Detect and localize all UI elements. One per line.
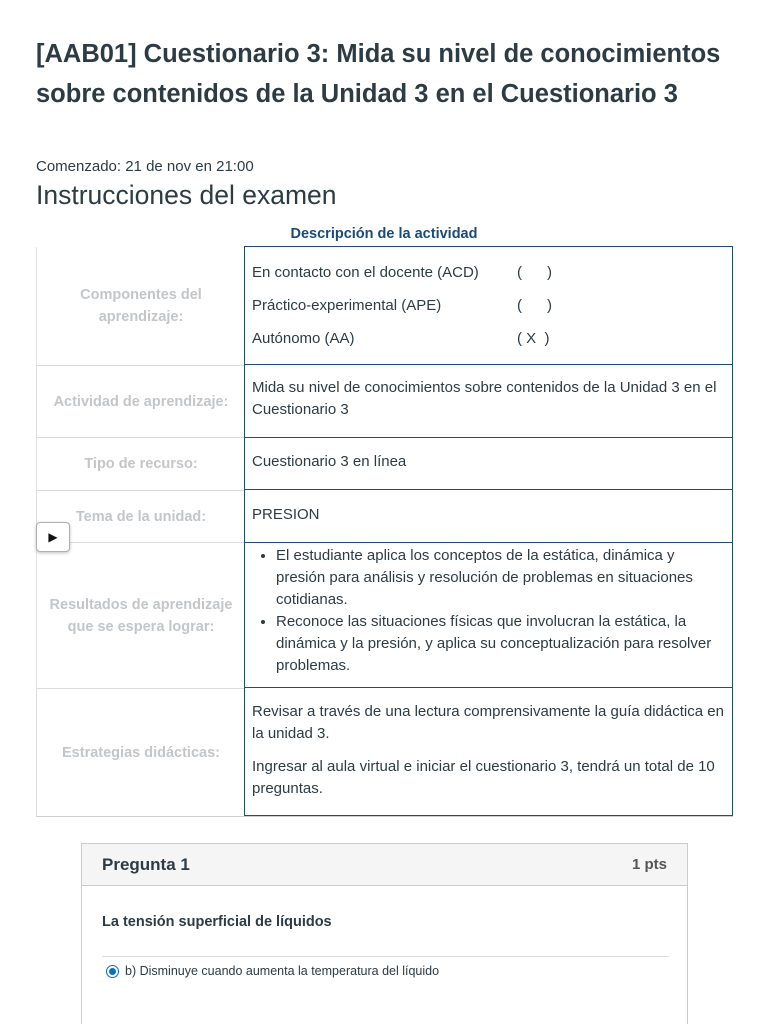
component-name: Autónomo (AA) xyxy=(252,329,355,347)
resource-cell: Cuestionario 3 en línea xyxy=(245,438,732,490)
list-item: • El estudiante aplica los conceptos de la estática, dinámica y presión para análisis y resolución de problemas en situaciones cotidianas. xyxy=(276,545,725,611)
component-row xyxy=(252,256,725,289)
instructions-heading: Instrucciones del examen xyxy=(36,180,337,210)
component-name: Práctico-experimental (APE) xyxy=(252,296,442,314)
label-results: Resultados de aprendizaje que se espera lograr: xyxy=(36,543,245,688)
activity-cell: Mida su nivel de conocimientos sobre contenidos de la Unidad 3 en el Cuestionario 3 xyxy=(245,365,732,438)
question-text: La tensión superficial de líquidos xyxy=(102,914,332,930)
question-card xyxy=(81,843,688,1024)
component-row xyxy=(252,322,725,355)
quiz-title: [AAB01] Cuestionario 3: Mida su nivel de conocimientos sobre contenidos de la Unidad 3 en el Cuestionario 3 xyxy=(36,40,721,108)
label-activity: Actividad de aprendizaje: xyxy=(36,365,245,438)
answer-option[interactable] xyxy=(106,964,439,978)
strategy-paragraph: Revisar a través de una lectura comprensivamente la guía didáctica en la unidad 3. xyxy=(252,703,724,742)
answer-label: b) Disminuye cuando aumenta la temperatura del líquido xyxy=(125,964,440,978)
component-row xyxy=(252,289,725,322)
label-topic: Tema de la unidad: xyxy=(36,490,245,543)
topic-cell: PRESION xyxy=(245,490,732,543)
question-points: 1 pts xyxy=(631,856,667,873)
label-components: Componentes del aprendizaje: xyxy=(36,247,245,365)
results-list xyxy=(252,545,725,677)
component-mark: ( X ) xyxy=(517,329,550,347)
activity-description-table xyxy=(244,246,733,816)
started-timestamp: Comenzado: 21 de nov en 21:00 xyxy=(36,158,254,175)
strategy-paragraph: Ingresar al aula virtual e iniciar el cuestionario 3, tendrá un total de 10 preguntas. xyxy=(252,758,715,797)
question-name: Pregunta 1 xyxy=(102,854,190,874)
label-strategies: Estrategias didácticas: xyxy=(36,688,245,817)
strategies-cell xyxy=(245,688,732,815)
question-divider xyxy=(102,956,669,957)
question-header xyxy=(82,844,687,886)
components-cell xyxy=(245,247,732,365)
play-icon: ▶ xyxy=(48,530,58,544)
component-name: En contacto con el docente (ACD) xyxy=(252,263,479,281)
radio-selected-icon[interactable] xyxy=(106,965,119,978)
table-bottom-divider xyxy=(36,816,733,817)
list-item: • Reconoce las situaciones físicas que involucran la estática, la dinámica y la presión, y aplica su conceptualización para resolver problemas. xyxy=(276,611,725,677)
table-caption: Descripción de la actividad xyxy=(290,226,478,242)
play-button[interactable] xyxy=(36,522,70,552)
component-mark: ( ) xyxy=(517,263,552,281)
label-resource: Tipo de recurso: xyxy=(36,438,245,490)
results-cell xyxy=(245,543,732,688)
component-mark: ( ) xyxy=(517,296,552,314)
